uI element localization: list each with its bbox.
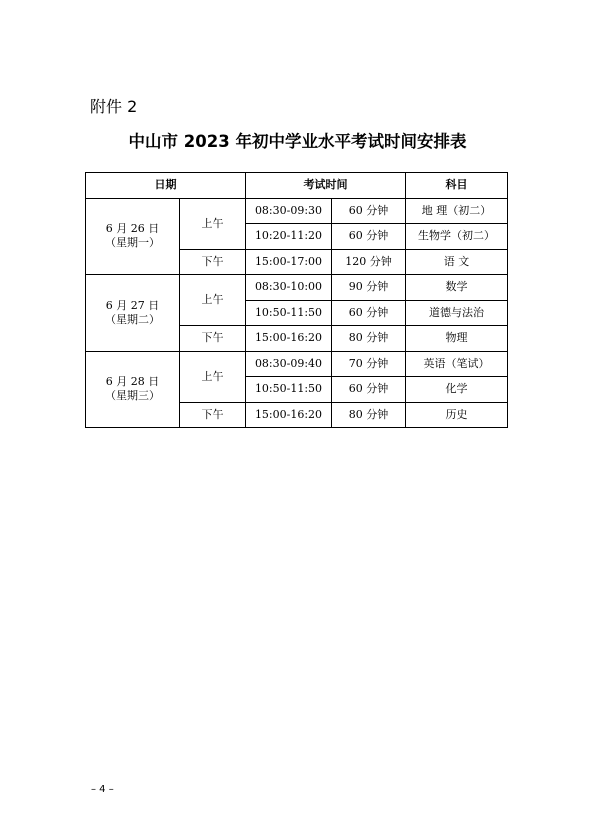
- subject-cell: 物理: [406, 326, 508, 352]
- time-cell: 10:50-11:50: [246, 300, 332, 326]
- attachment-label: 附件 2: [90, 97, 138, 116]
- date-text: 6 月 26 日: [105, 222, 160, 236]
- duration-cell: 80 分钟: [332, 402, 406, 428]
- date-cell: [86, 275, 180, 352]
- duration-cell: 90 分钟: [332, 275, 406, 301]
- time-cell: 08:30-09:40: [246, 351, 332, 377]
- duration-cell: 120 分钟: [332, 249, 406, 275]
- subject-cell: 生物学（初二）: [406, 224, 508, 250]
- date-text: 6 月 27 日: [105, 298, 160, 312]
- period-cell: 下午: [180, 326, 246, 352]
- header-subject: 科目: [406, 173, 508, 199]
- duration-cell: 60 分钟: [332, 377, 406, 403]
- duration-cell: 70 分钟: [332, 351, 406, 377]
- time-cell: 08:30-09:30: [246, 198, 332, 224]
- subject-cell: 语 文: [406, 249, 508, 275]
- period-cell: 下午: [180, 402, 246, 428]
- duration-cell: 60 分钟: [332, 224, 406, 250]
- table-row: [86, 275, 508, 301]
- duration-cell: 80 分钟: [332, 326, 406, 352]
- date-cell: [86, 198, 180, 275]
- subject-cell: 历史: [406, 402, 508, 428]
- subject-cell: 化学: [406, 377, 508, 403]
- period-cell: 下午: [180, 249, 246, 275]
- time-cell: 15:00-17:00: [246, 249, 332, 275]
- weekday-text: （星期一）: [105, 236, 160, 250]
- duration-cell: 60 分钟: [332, 198, 406, 224]
- subject-cell: 数学: [406, 275, 508, 301]
- period-cell: 上午: [180, 275, 246, 326]
- date-cell: [86, 351, 180, 428]
- time-cell: 15:00-16:20: [246, 326, 332, 352]
- subject-cell: 道德与法治: [406, 300, 508, 326]
- period-cell: 上午: [180, 198, 246, 249]
- subject-cell: 英语（笔试）: [406, 351, 508, 377]
- time-cell: 15:00-16:20: [246, 402, 332, 428]
- subject-cell: 地 理（初二）: [406, 198, 508, 224]
- header-date: 日期: [86, 173, 246, 199]
- weekday-text: （星期二）: [105, 312, 160, 326]
- header-exam-time: 考试时间: [246, 173, 406, 199]
- date-text: 6 月 28 日: [105, 375, 160, 389]
- page-number: – 4 –: [91, 784, 114, 795]
- period-cell: 上午: [180, 351, 246, 402]
- duration-cell: 60 分钟: [332, 300, 406, 326]
- exam-schedule-table: [85, 172, 508, 428]
- weekday-text: （星期三）: [105, 389, 160, 403]
- table-header-row: [86, 173, 508, 199]
- table-row: [86, 351, 508, 377]
- table-row: [86, 198, 508, 224]
- time-cell: 10:50-11:50: [246, 377, 332, 403]
- document-title: 中山市 2023 年初中学业水平考试时间安排表: [128, 132, 467, 151]
- time-cell: 08:30-10:00: [246, 275, 332, 301]
- time-cell: 10:20-11:20: [246, 224, 332, 250]
